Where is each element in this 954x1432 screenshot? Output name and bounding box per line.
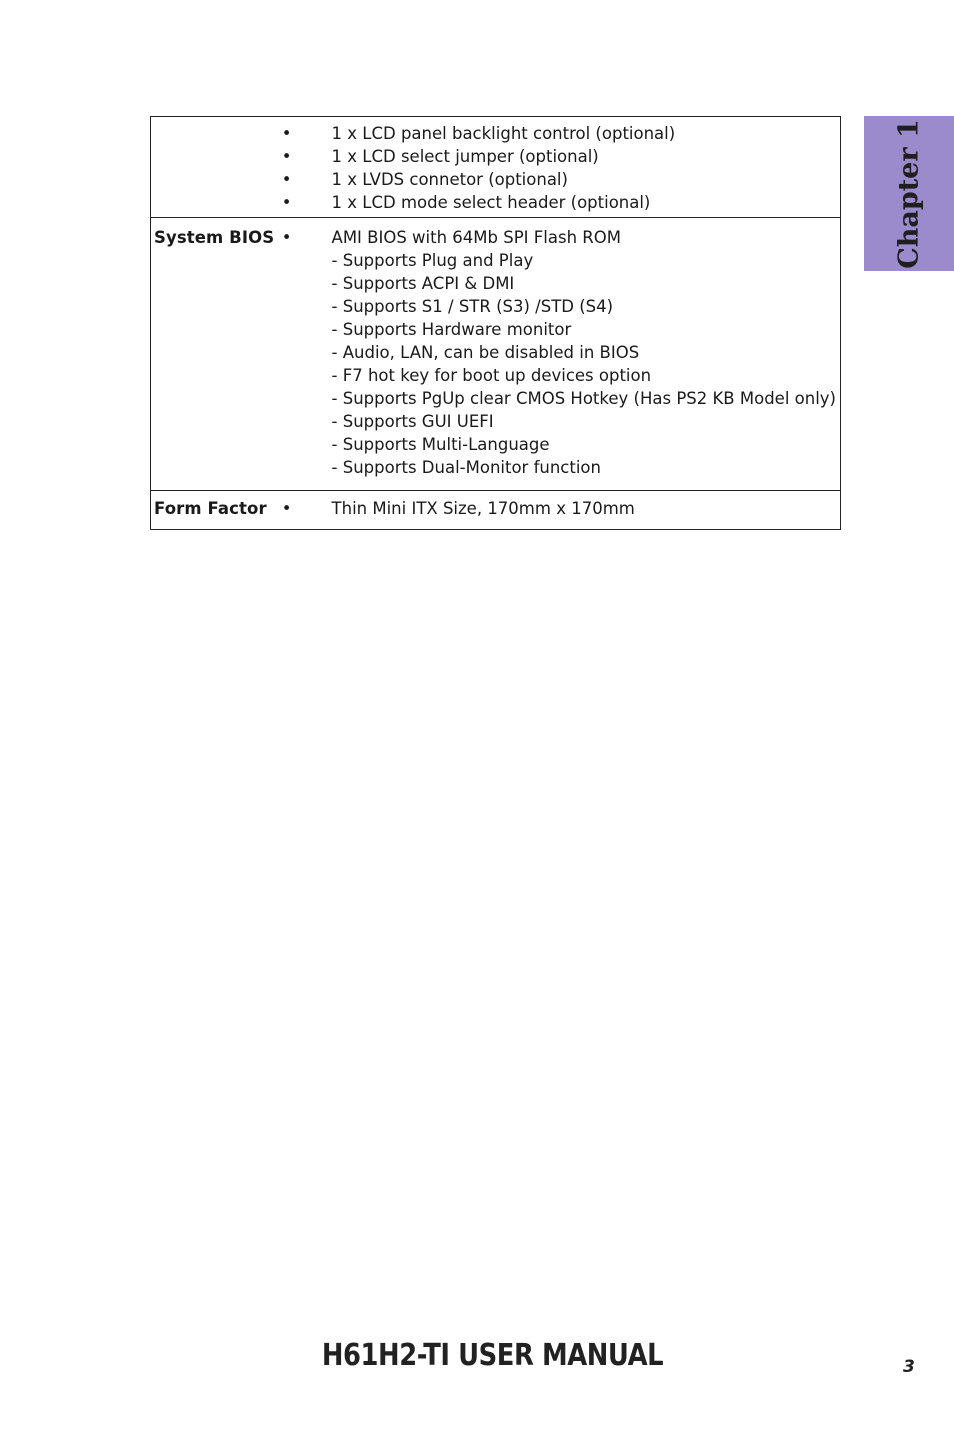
spec-label — [151, 117, 282, 218]
spec-line: - Supports GUI UEFI — [331, 412, 494, 431]
spec-line: - Supports ACPI & DMI — [331, 274, 515, 293]
bullet: • — [281, 124, 292, 143]
spec-row-system-bios — [151, 218, 841, 491]
spec-line: Thin Mini ITX Size, 170mm x 170mm — [331, 499, 635, 518]
spec-line: 1 x LCD panel backlight control (optional) — [331, 124, 676, 143]
spec-row-form-factor — [151, 491, 841, 530]
spec-table — [150, 116, 841, 530]
spec-row-lcd — [151, 117, 841, 218]
spec-line: - Supports PgUp clear CMOS Hotkey (Has PS2 KB Model only) — [331, 389, 836, 408]
manual-title: H61H2-TI USER MANUAL — [321, 1338, 664, 1373]
page-number: 3 — [903, 1357, 915, 1377]
bullet: • — [281, 228, 292, 247]
spec-line: - Supports Dual-Monitor function — [331, 458, 601, 477]
bullet: • — [281, 147, 292, 166]
chapter-label: Chapter 1 — [893, 118, 925, 269]
spec-line: 1 x LCD select jumper (optional) — [331, 147, 599, 166]
spec-line: - Supports Plug and Play — [331, 251, 534, 270]
bullet-column — [282, 218, 332, 491]
bullet-column — [282, 117, 332, 218]
bullet: • — [281, 499, 292, 518]
spec-line: 1 x LVDS connetor (optional) — [331, 170, 568, 189]
spec-label: Form Factor — [154, 499, 267, 518]
spec-content — [332, 491, 841, 530]
spec-line: AMI BIOS with 64Mb SPI Flash ROM — [331, 228, 621, 247]
spec-content — [332, 117, 841, 218]
bullet: • — [281, 193, 292, 212]
spec-line: - Supports Multi-Language — [331, 435, 550, 454]
spec-line: - Audio, LAN, can be disabled in BIOS — [331, 343, 640, 362]
bullet-column — [282, 491, 332, 530]
bullet: • — [281, 170, 292, 189]
spec-line: - Supports S1 / STR (S3) /STD (S4) — [331, 297, 614, 316]
spec-label: System BIOS — [154, 228, 275, 247]
spec-line: - F7 hot key for boot up devices option — [331, 366, 652, 385]
spec-content — [332, 218, 841, 491]
chapter-tab — [864, 116, 954, 271]
spec-line: 1 x LCD mode select header (optional) — [331, 193, 651, 212]
spec-line: - Supports Hardware monitor — [331, 320, 572, 339]
